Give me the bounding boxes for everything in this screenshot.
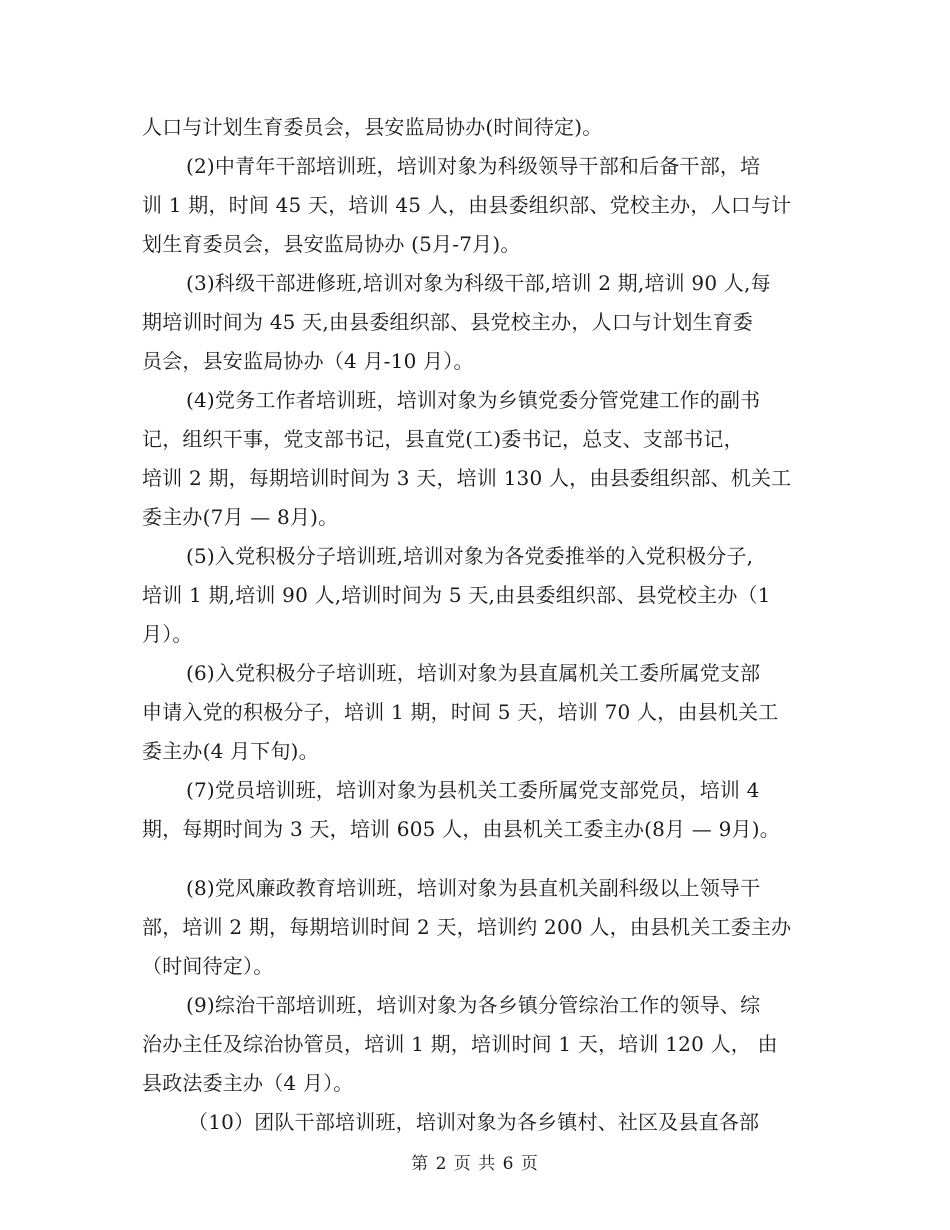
- paragraph-line: (2)中青年干部培训班，培训对象为科级领导干部和后备干部，培: [186, 154, 761, 178]
- paragraph-line: （10）团队干部培训班，培训对象为各乡镇村、社区及县直各部: [188, 1110, 760, 1134]
- page-number-footer: 第 2 页 共 6 页: [411, 1154, 539, 1174]
- paragraph-line: (9)综治干部培训班，培训对象为各乡镇分管综治工作的领导、综: [186, 993, 761, 1017]
- paragraph-line: 员会，县安监局协办（4 月-10 月）。: [142, 349, 474, 373]
- paragraph-line: (5)入党积极分子培训班,培训对象为各党委推举的入党积极分子,: [186, 544, 754, 568]
- paragraph-line: 申请入党的积极分子，培训 1 期，时间 5 天，培训 70 人，由县机关工: [142, 700, 779, 724]
- paragraph-line: 记，组织干事，党支部书记，县直党(工)委书记，总支、支部书记，: [142, 427, 744, 451]
- paragraph-line: （时间待定）。: [142, 954, 274, 978]
- paragraph-line: 培训 2 期，每期培训时间为 3 天，培训 130 人，由县委组织部、机关工: [142, 466, 792, 490]
- paragraph-line: 期培训时间为 45 天,由县委组织部、县党校主办，人口与计划生育委: [142, 310, 754, 334]
- paragraph-line: 培训 1 期,培训 90 人,培训时间为 5 天,由县委组织部、县党校主办（1: [142, 583, 771, 607]
- paragraph-line: 委主办(4 月下旬)。: [142, 739, 319, 763]
- paragraph-line: (3)科级干部进修班,培训对象为科级干部,培训 2 期,培训 90 人,每: [186, 271, 771, 295]
- paragraph-line: 期，每期时间为 3 天，培训 605 人，由县机关工委主办(8月 — 9月)。: [142, 817, 780, 841]
- paragraph-line: 月）。: [142, 622, 193, 646]
- paragraph-line: (4)党务工作者培训班，培训对象为乡镇党委分管党建工作的副书: [186, 388, 761, 412]
- paragraph-line: 部，培训 2 期，每期培训时间 2 天，培训约 200 人，由县机关工委主办: [142, 915, 792, 939]
- paragraph-line: 县政法委主办（4 月）。: [142, 1071, 354, 1095]
- paragraph-line: (7)党员培训班，培训对象为县机关工委所属党支部党员，培训 4: [186, 778, 760, 802]
- paragraph-line: (6)入党积极分子培训班，培训对象为县直属机关工委所属党支部: [186, 661, 761, 685]
- paragraph-line: 训 1 期，时间 45 天，培训 45 人，由县委组织部、党校主办，人口与计: [142, 193, 792, 217]
- paragraph-line: 划生育委员会，县安监局协办 (5月-7月)。: [142, 232, 521, 256]
- paragraph-line: 治办主任及综治协管员，培训 1 期，培训时间 1 天，培训 120 人， 由: [142, 1032, 778, 1056]
- paragraph-line: (8)党风廉政教育培训班，培训对象为县直机关副科级以上领导干: [186, 876, 761, 900]
- paragraph-line: 人口与计划生育委员会，县安监局协办(时间待定)。: [142, 115, 603, 139]
- paragraph-line: 委主办(7月 — 8月)。: [142, 505, 339, 529]
